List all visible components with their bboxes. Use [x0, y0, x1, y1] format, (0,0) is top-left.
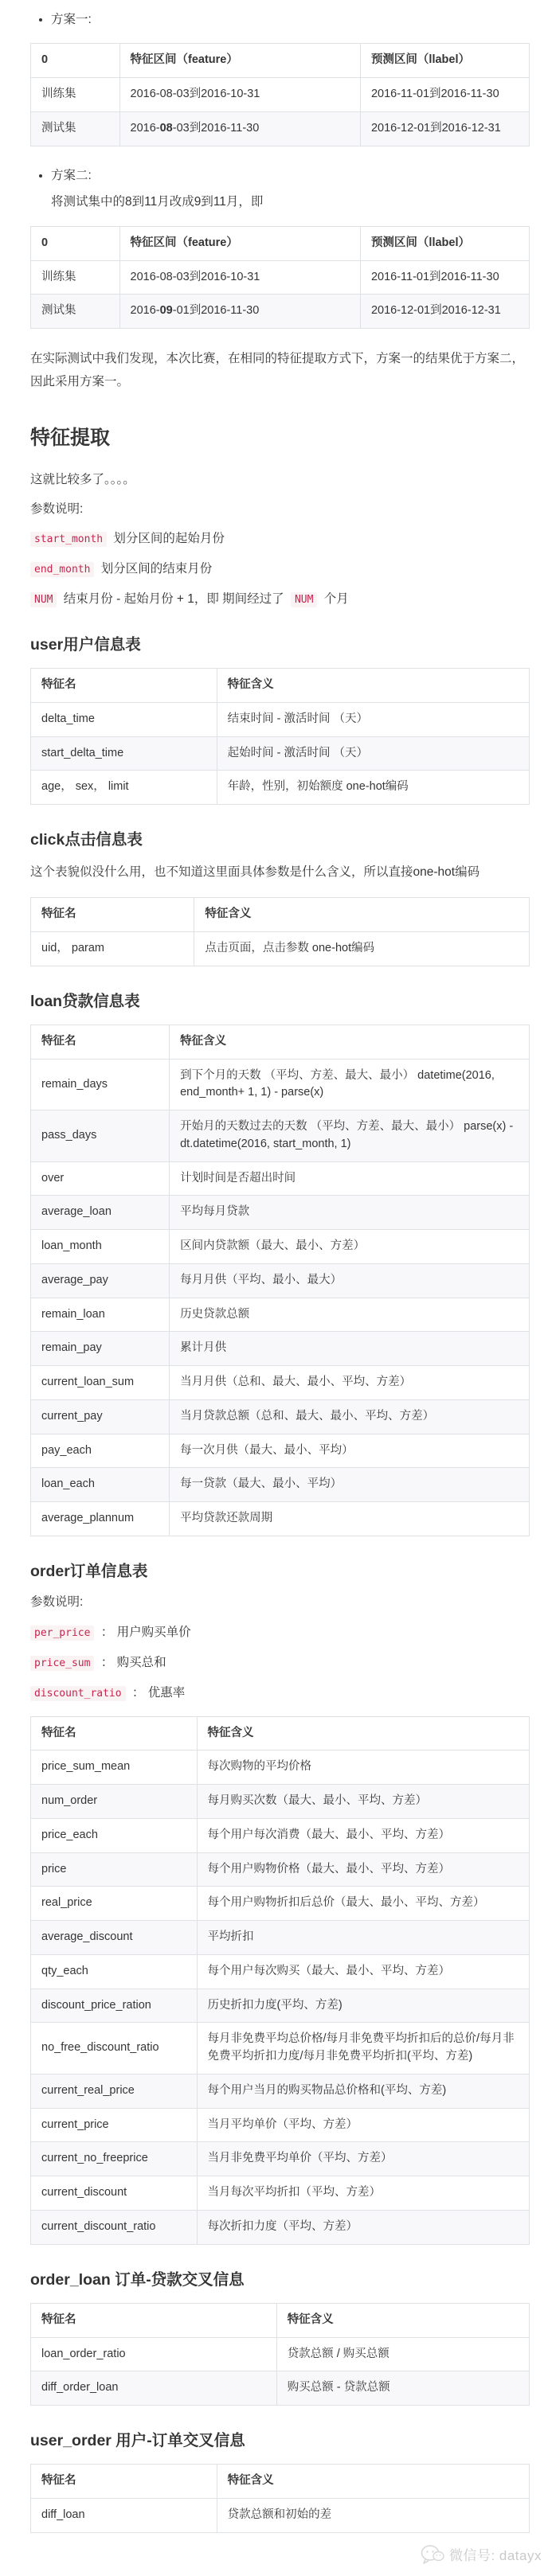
- section-title-click-table: click点击信息表: [30, 831, 143, 849]
- feature-name-cell: uid， param: [31, 931, 194, 966]
- table-row: [31, 702, 530, 736]
- feature-name-cell: price_each: [31, 1818, 198, 1852]
- table-header-row: [31, 898, 530, 932]
- feature-name-cell: loan_each: [31, 1468, 170, 1502]
- feature-name-cell: real_price: [31, 1887, 198, 1921]
- feature-meaning-cell: 当月月供（总和、最大、最小、平均、方差）: [170, 1366, 530, 1400]
- bold-month: 09: [159, 304, 173, 318]
- code-per-price: per_price: [30, 1626, 94, 1641]
- table-row: [31, 2210, 530, 2244]
- date-text: -03到2016-11-30: [172, 121, 260, 135]
- table-row: [31, 1196, 530, 1230]
- predict-range-cell: 2016-12-01到2016-12-31: [360, 295, 529, 329]
- table-row: [31, 2337, 530, 2371]
- param-end-month: [30, 560, 530, 580]
- feature-name-cell: average_loan: [31, 1196, 170, 1230]
- param-price-sum: [30, 1653, 530, 1673]
- table-header-row: [31, 44, 530, 78]
- section-title-user-order-table: user_order 用户-订单交叉信息: [30, 2432, 245, 2450]
- feature-name-cell: loan_order_ratio: [31, 2337, 277, 2371]
- table-row: [31, 2371, 530, 2406]
- column-header-feature-name: 特征名: [31, 669, 217, 703]
- feature-name-cell: pay_each: [31, 1434, 170, 1468]
- plan2-bullet-label: 方案二:: [51, 168, 92, 182]
- feature-range-cell: 2016-08-03到2016-10-31: [119, 78, 360, 112]
- plan-table-header-label: 预测区间（llabel）: [360, 226, 529, 260]
- date-text: 2016-: [130, 121, 160, 135]
- param-per-price: [30, 1623, 530, 1643]
- plan2-bullet-list: [30, 166, 530, 213]
- column-header-feature-meaning: 特征含义: [197, 1716, 529, 1751]
- user-order-cross-table: [30, 2464, 530, 2533]
- plan1-bullet-list: [30, 10, 530, 30]
- feature-name-cell: diff_order_loan: [31, 2371, 277, 2406]
- table-row: [31, 2142, 530, 2176]
- feature-meaning-cell: 每个用户当月的购买物品总价格和(平均、方差): [197, 2074, 529, 2108]
- conclusion-paragraph: 在实际测试中我们发现，本次比赛，在相同的特征提取方式下，方案一的结果优于方案二，因此采用方案一。: [30, 352, 525, 388]
- section-title-feature-extraction: 特征提取: [30, 427, 111, 450]
- feature-meaning-cell: 每个用户购物折扣后总价（最大、最小、平均、方差）: [197, 1887, 529, 1921]
- table-row: [31, 295, 530, 329]
- feature-meaning-cell: 年龄，性别，初始额度 one-hot编码: [217, 771, 529, 805]
- feature-meaning-cell: 贷款总额和初始的差: [217, 2499, 529, 2533]
- feature-meaning-cell: 当月每次平均折扣（平均、方差）: [197, 2176, 529, 2211]
- table-row: [31, 2108, 530, 2142]
- table-row: [31, 1468, 530, 1502]
- table-row: [31, 771, 530, 805]
- feature-meaning-cell: 平均贷款还款周期: [170, 1502, 530, 1536]
- plan2-bullet: [51, 166, 530, 213]
- column-header-feature-meaning: 特征含义: [276, 2303, 529, 2337]
- table-row: [31, 1502, 530, 1536]
- table-row: [31, 2023, 530, 2074]
- feature-meaning-cell: 每个用户购物价格（最大、最小、平均、方差）: [197, 1852, 529, 1887]
- feature-name-cell: delta_time: [31, 702, 217, 736]
- date-text: -01到2016-11-30: [172, 304, 260, 318]
- feature-meaning-cell: 每个用户每次购买（最大、最小、平均、方差）: [197, 1954, 529, 1989]
- feature-meaning-cell: 每次购物的平均价格: [197, 1751, 529, 1785]
- wechat-icon: [421, 2544, 444, 2565]
- date-text: 2016-: [130, 304, 160, 318]
- feature-name-cell: average_plannum: [31, 1502, 170, 1536]
- feature-meaning-cell: 当月贷款总额（总和、最大、最小、平均、方差）: [170, 1399, 530, 1434]
- code-num: NUM: [291, 592, 317, 607]
- column-header-feature-meaning: 特征含义: [217, 669, 529, 703]
- param-num: [30, 590, 530, 610]
- user-info-table: [30, 668, 530, 805]
- feature-meaning-cell: 历史贷款总额: [170, 1298, 530, 1332]
- feature-name-cell: current_price: [31, 2108, 198, 2142]
- feature-meaning-cell: 区间内贷款额（最大、最小、方差）: [170, 1230, 530, 1264]
- table-row: [31, 1852, 530, 1887]
- param-desc: ： 用户购买单价: [100, 1626, 191, 1640]
- feature-name-cell: current_no_freeprice: [31, 2142, 198, 2176]
- feature-name-cell: age， sex， limit: [31, 771, 217, 805]
- table-row: [31, 1818, 530, 1852]
- predict-range-cell: 2016-11-01到2016-11-30: [360, 260, 529, 295]
- order-info-table: [30, 1716, 530, 2245]
- table-row: [31, 1059, 530, 1110]
- table-row: [31, 1161, 530, 1196]
- param-desc: ： 购买总和: [100, 1655, 166, 1669]
- table-row: [31, 1887, 530, 1921]
- row-label-cell: 训练集: [31, 78, 120, 112]
- table-row: [31, 260, 530, 295]
- feature-meaning-cell: 累计月供: [170, 1332, 530, 1366]
- column-header-feature-name: 特征名: [31, 2303, 277, 2337]
- feature-range-cell: [119, 111, 360, 146]
- feature-meaning-cell: 起始时间 - 激活时间 （天）: [217, 736, 529, 771]
- feature-meaning-cell: 结束时间 - 激活时间 （天）: [217, 702, 529, 736]
- table-row: [31, 2499, 530, 2533]
- table-row: [31, 1110, 530, 1162]
- plan2-note: 将测试集中的8到11月改成9到11月，即: [51, 194, 264, 209]
- row-label-cell: 训练集: [31, 260, 120, 295]
- feature-name-cell: current_discount: [31, 2176, 198, 2211]
- table-row: [31, 2074, 530, 2108]
- wechat-watermark: [421, 2544, 542, 2565]
- table-header-row: [31, 2303, 530, 2337]
- bold-month: 08: [159, 121, 173, 135]
- table-row: [31, 1366, 530, 1400]
- param-desc: 划分区间的起始月份: [113, 532, 225, 546]
- feature-meaning-cell: 贷款总额 / 购买总额: [276, 2337, 529, 2371]
- table-row: [31, 111, 530, 146]
- param-start-month: [30, 529, 530, 549]
- code-num: NUM: [30, 592, 57, 607]
- feature-meaning-cell: 每一贷款（最大、最小、平均）: [170, 1468, 530, 1502]
- feature-name-cell: pass_days: [31, 1110, 170, 1162]
- feature-name-cell: no_free_discount_ratio: [31, 2023, 198, 2074]
- column-header-feature-name: 特征名: [31, 1025, 170, 1059]
- column-header-feature-meaning: 特征含义: [170, 1025, 530, 1059]
- table-row: [31, 1399, 530, 1434]
- table-row: [31, 1434, 530, 1468]
- param-desc: 个月: [323, 591, 349, 606]
- feature-name-cell: price: [31, 1852, 198, 1887]
- feature-meaning-cell: 当月平均单价（平均、方差）: [197, 2108, 529, 2142]
- params-label: 参数说明:: [30, 502, 84, 516]
- feature-name-cell: remain_days: [31, 1059, 170, 1110]
- column-header-feature-name: 特征名: [31, 898, 194, 932]
- feature-meaning-cell: 购买总额 - 贷款总额: [276, 2371, 529, 2406]
- feature-meaning-cell: 每一次月供（最大、最小、平均）: [170, 1434, 530, 1468]
- section-title-loan-table: loan贷款信息表: [30, 992, 140, 1010]
- table-row: [31, 1785, 530, 1819]
- feature-name-cell: remain_loan: [31, 1298, 170, 1332]
- loan-info-table: [30, 1025, 530, 1536]
- table-header-row: [31, 1025, 530, 1059]
- feature-name-cell: discount_price_ration: [31, 1989, 198, 2023]
- code-start-month: start_month: [30, 532, 107, 547]
- param-desc: ： 优惠率: [131, 1685, 186, 1700]
- feature-meaning-cell: 每月月供（平均、最小、最大）: [170, 1263, 530, 1298]
- feature-meaning-cell: 开始月的天数过去的天数 （平均、方差、最大、最小） parse(x) - dt.datetime(2016, start_month, 1): [170, 1110, 530, 1162]
- table-row: [31, 1921, 530, 1955]
- column-header-feature-meaning: 特征含义: [194, 898, 530, 932]
- param-desc: 结束月份 - 起始月份 + 1，即 期间经过了: [63, 591, 284, 606]
- feature-name-cell: average_pay: [31, 1263, 170, 1298]
- feature-name-cell: diff_loan: [31, 2499, 217, 2533]
- predict-range-cell: 2016-11-01到2016-11-30: [360, 78, 529, 112]
- table-row: [31, 1989, 530, 2023]
- feature-name-cell: over: [31, 1161, 170, 1196]
- plan-table-header-0: 0: [31, 226, 120, 260]
- click-info-table: [30, 897, 530, 966]
- feature-name-cell: price_sum_mean: [31, 1751, 198, 1785]
- feature-name-cell: current_loan_sum: [31, 1366, 170, 1400]
- feature-meaning-cell: 平均折扣: [197, 1921, 529, 1955]
- column-header-feature-name: 特征名: [31, 2465, 217, 2499]
- table-row: [31, 1332, 530, 1366]
- plan1-bullet: • 方案一:: [51, 10, 530, 30]
- feature-meaning-cell: 每月购买次数（最大、最小、平均、方差）: [197, 1785, 529, 1819]
- table-row: [31, 1230, 530, 1264]
- plan-table-header-label: 预测区间（llabel）: [360, 44, 529, 78]
- table-row: [31, 78, 530, 112]
- table-row: [31, 1751, 530, 1785]
- plan2-table: [30, 226, 530, 329]
- table-header-row: [31, 226, 530, 260]
- section-title-order-table: order订单信息表: [30, 1562, 148, 1580]
- feature-meaning-cell: 每月非免费平均总价格/每月非免费平均折扣后的总价/每月非免费平均折扣力度/每月非免费平均折扣(平均、方差): [197, 2023, 529, 2074]
- table-row: [31, 931, 530, 966]
- table-row: [31, 1298, 530, 1332]
- code-discount-ratio: discount_ratio: [30, 1686, 126, 1701]
- feature-range-cell: 2016-08-03到2016-10-31: [119, 260, 360, 295]
- feature-meaning-cell: 平均每月贷款: [170, 1196, 530, 1230]
- predict-range-cell: 2016-12-01到2016-12-31: [360, 111, 529, 146]
- feature-meaning-cell: 每个用户每次消费（最大、最小、平均、方差）: [197, 1818, 529, 1852]
- section-title-user-table: user用户信息表: [30, 635, 141, 654]
- feature-name-cell: current_real_price: [31, 2074, 198, 2108]
- plan-table-header-feature: 特征区间（feature）: [119, 44, 360, 78]
- feature-meaning-cell: 每次折扣力度（平均、方差）: [197, 2210, 529, 2244]
- plan1-table: [30, 43, 530, 146]
- feature-name-cell: average_discount: [31, 1921, 198, 1955]
- code-price-sum: price_sum: [30, 1656, 94, 1671]
- table-header-row: [31, 2465, 530, 2499]
- row-label-cell: 测试集: [31, 111, 120, 146]
- params-label: 参数说明:: [30, 1595, 84, 1610]
- feature-name-cell: qty_each: [31, 1954, 198, 1989]
- code-end-month: end_month: [30, 562, 94, 577]
- param-discount-ratio: [30, 1684, 530, 1704]
- feature-name-cell: remain_pay: [31, 1332, 170, 1366]
- feature-meaning-cell: 点击页面，点击参数 one-hot编码: [194, 931, 530, 966]
- order-loan-cross-table: [30, 2303, 530, 2406]
- table-header-row: [31, 1716, 530, 1751]
- section-title-order-loan-table: order_loan 订单-贷款交叉信息: [30, 2270, 245, 2289]
- feature-intro: 这就比较多了。。。。: [30, 472, 135, 486]
- table-row: [31, 2176, 530, 2211]
- column-header-feature-name: 特征名: [31, 1716, 198, 1751]
- feature-name-cell: start_delta_time: [31, 736, 217, 771]
- table-header-row: [31, 669, 530, 703]
- feature-name-cell: loan_month: [31, 1230, 170, 1264]
- row-label-cell: 测试集: [31, 295, 120, 329]
- param-desc: 划分区间的结束月份: [100, 562, 213, 576]
- wechat-watermark-text: 微信号: datayx: [448, 2548, 542, 2564]
- table-row: [31, 1954, 530, 1989]
- column-header-feature-meaning: 特征含义: [217, 2465, 529, 2499]
- table-row: [31, 1263, 530, 1298]
- feature-name-cell: current_discount_ratio: [31, 2210, 198, 2244]
- click-note: 这个表貌似没什么用，也不知道这里面具体参数是什么含义，所以直接one-hot编码: [30, 865, 480, 880]
- feature-name-cell: current_pay: [31, 1399, 170, 1434]
- feature-meaning-cell: 当月非免费平均单价（平均、方差）: [197, 2142, 529, 2176]
- feature-name-cell: num_order: [31, 1785, 198, 1819]
- feature-range-cell: [119, 295, 360, 329]
- feature-meaning-cell: 计划时间是否超出时间: [170, 1161, 530, 1196]
- table-row: [31, 736, 530, 771]
- plan-table-header-0: 0: [31, 44, 120, 78]
- feature-meaning-cell: 历史折扣力度(平均、方差): [197, 1989, 529, 2023]
- feature-meaning-cell: 到下个月的天数 （平均、方差、最大、最小） datetime(2016, end_month+ 1, 1) - parse(x): [170, 1059, 530, 1110]
- plan-table-header-feature: 特征区间（feature）: [119, 226, 360, 260]
